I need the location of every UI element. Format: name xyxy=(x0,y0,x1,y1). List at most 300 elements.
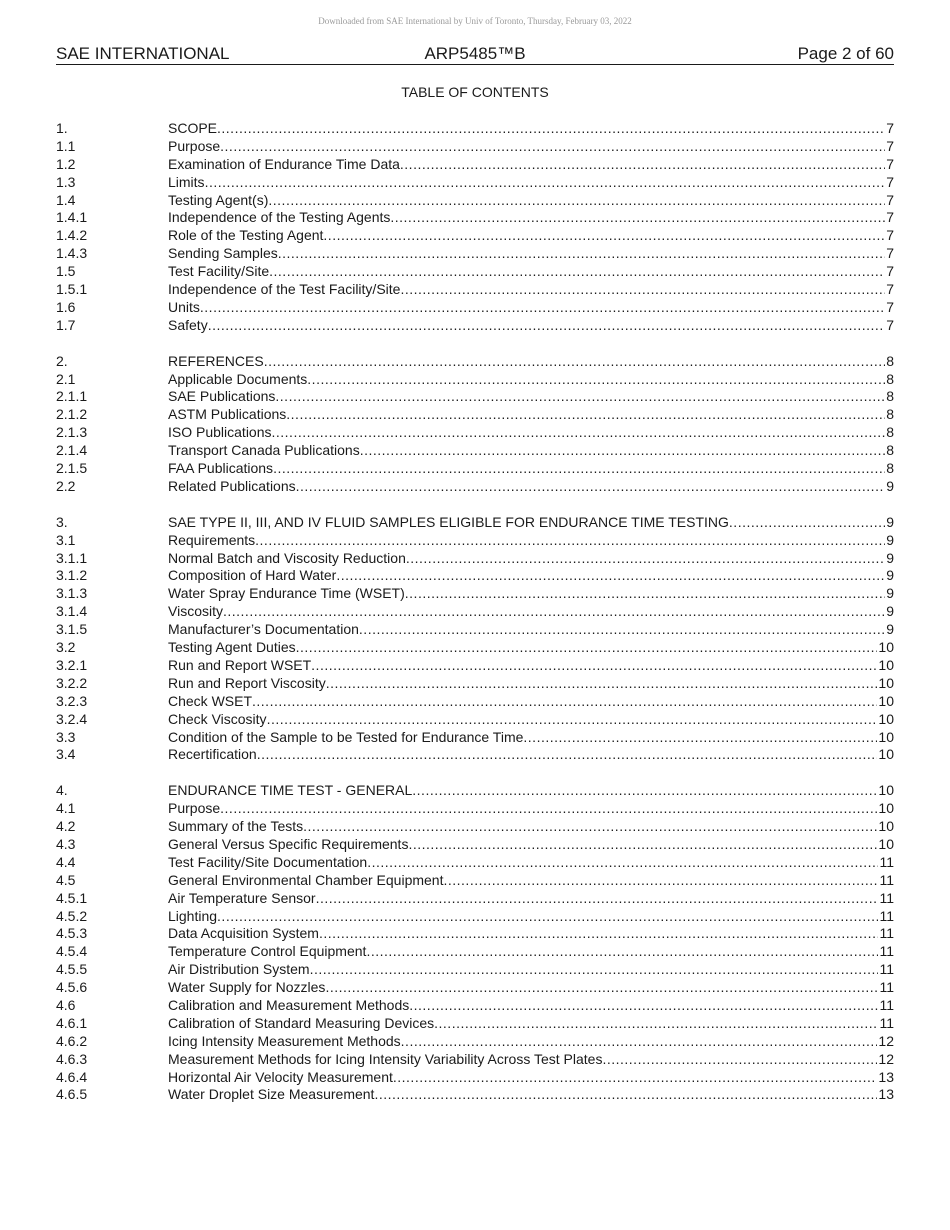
toc-entry[interactable] xyxy=(56,1015,894,1033)
section-number: 2. xyxy=(56,352,68,369)
section-title[interactable]: FAA Publications xyxy=(168,460,274,477)
section-number: 4.6 xyxy=(56,996,76,1013)
entry-title-wrap xyxy=(168,621,885,639)
page-number[interactable]: 11 xyxy=(879,871,894,888)
page-number[interactable]: 10 xyxy=(878,728,894,745)
entry-title-wrap xyxy=(168,890,878,908)
entry-title-wrap xyxy=(168,854,878,872)
toc-entry[interactable] xyxy=(56,388,894,406)
toc-entry[interactable] xyxy=(56,550,894,568)
dot-leader xyxy=(252,693,877,711)
page-number[interactable]: 12 xyxy=(878,1050,894,1067)
entry-title-wrap xyxy=(168,675,877,693)
section-title[interactable]: Limits xyxy=(168,173,205,190)
page-number[interactable]: 10 xyxy=(878,800,894,817)
entry-title-wrap xyxy=(168,997,878,1015)
entry-title-wrap xyxy=(168,120,885,138)
toc-entry[interactable] xyxy=(56,908,894,926)
toc-entry[interactable] xyxy=(56,442,894,460)
dot-leader xyxy=(325,979,878,997)
toc-heading: TABLE OF CONTENTS xyxy=(401,84,549,100)
section-number: 4.5.6 xyxy=(56,979,88,996)
page-number[interactable]: 9 xyxy=(886,531,894,548)
toc-entry[interactable] xyxy=(56,890,894,908)
entry-title-wrap xyxy=(168,872,878,890)
toc-entry[interactable] xyxy=(56,800,894,818)
page-number[interactable]: 11 xyxy=(879,961,894,978)
toc-entry[interactable] xyxy=(56,818,894,836)
toc-entry[interactable] xyxy=(56,997,894,1015)
page-number[interactable]: 7 xyxy=(886,263,894,280)
section-number: 4.5.2 xyxy=(56,907,88,924)
section-title[interactable]: Viscosity xyxy=(168,603,223,620)
toc-entry[interactable] xyxy=(56,621,894,639)
section-number: 1.1 xyxy=(56,137,76,154)
page-number[interactable]: 10 xyxy=(878,656,894,673)
section-number: 3.1 xyxy=(56,531,76,548)
dot-leader xyxy=(296,478,886,496)
section-title[interactable]: Examination of Endurance Time Data xyxy=(168,155,400,172)
section-title[interactable]: Applicable Documents xyxy=(168,370,308,387)
toc-entry[interactable] xyxy=(56,1069,894,1087)
entry-title-wrap xyxy=(168,514,885,532)
entry-title-wrap xyxy=(168,639,877,657)
section-title[interactable]: SAE Publications xyxy=(168,388,276,405)
toc-entry[interactable] xyxy=(56,1086,894,1104)
table-of-contents xyxy=(56,120,894,1104)
dot-leader xyxy=(366,943,878,961)
section-number: 2.1.1 xyxy=(56,388,88,405)
page-number[interactable]: 9 xyxy=(886,549,894,566)
dot-leader xyxy=(286,406,885,424)
page-number[interactable]: 8 xyxy=(886,460,894,477)
section-title[interactable]: ASTM Publications xyxy=(168,406,287,423)
page-number[interactable]: 9 xyxy=(886,567,894,584)
section-title[interactable]: Independence of the Test Facility/Site xyxy=(168,281,401,298)
entry-title-wrap xyxy=(168,711,877,729)
section-title[interactable]: Air Temperature Sensor xyxy=(168,889,316,906)
page-indicator: Page 2 of 60 xyxy=(797,44,894,63)
dot-leader xyxy=(205,174,886,192)
entry-title-wrap xyxy=(168,979,878,997)
dot-leader xyxy=(303,818,877,836)
section-number: 4.6.1 xyxy=(56,1014,88,1031)
section-title[interactable]: Icing Intensity Measurement Methods xyxy=(168,1032,401,1049)
page-number[interactable]: 11 xyxy=(879,996,894,1013)
section-number: 3.1.4 xyxy=(56,603,88,620)
toc-entry[interactable] xyxy=(56,192,894,210)
page-number[interactable]: 12 xyxy=(878,1032,894,1049)
dot-leader xyxy=(409,997,878,1015)
section-title[interactable]: Water Droplet Size Measurement xyxy=(168,1086,375,1103)
section-number: 3.2.1 xyxy=(56,656,88,673)
toc-entry[interactable] xyxy=(56,657,894,675)
page-number[interactable]: 8 xyxy=(886,388,894,405)
entry-title-wrap xyxy=(168,388,885,406)
section-title[interactable]: Recertification xyxy=(168,746,257,763)
toc-entry[interactable] xyxy=(56,782,894,800)
toc-section xyxy=(56,514,894,764)
entry-title-wrap xyxy=(168,156,885,174)
entry-title-wrap xyxy=(168,299,885,317)
section-number: 1.7 xyxy=(56,316,76,333)
dot-leader xyxy=(278,245,885,263)
section-title[interactable]: Check Viscosity xyxy=(168,710,267,727)
section-title[interactable]: Water Supply for Nozzles xyxy=(168,979,326,996)
toc-entry[interactable] xyxy=(56,729,894,747)
page-number[interactable]: 10 xyxy=(878,818,894,835)
page-number[interactable]: 9 xyxy=(886,603,894,620)
section-title[interactable]: General Environmental Chamber Equipment xyxy=(168,871,444,888)
section-title[interactable]: Water Spray Endurance Time (WSET) xyxy=(168,585,405,602)
entry-title-wrap xyxy=(168,1051,877,1069)
toc-entry[interactable] xyxy=(56,675,894,693)
section-number: 1.5.1 xyxy=(56,281,88,298)
toc-entry[interactable] xyxy=(56,156,894,174)
toc-entry[interactable] xyxy=(56,227,894,245)
dot-leader xyxy=(406,550,885,568)
section-number: 1.4.1 xyxy=(56,209,88,226)
section-number: 3.4 xyxy=(56,746,76,763)
toc-entry[interactable] xyxy=(56,514,894,532)
section-number: 4.5.5 xyxy=(56,961,88,978)
toc-entry[interactable] xyxy=(56,979,894,997)
section-number: 1. xyxy=(56,120,68,136)
entry-title-wrap xyxy=(168,729,877,747)
publisher-name: SAE INTERNATIONAL xyxy=(56,44,230,63)
toc-entry[interactable] xyxy=(56,746,894,764)
section-title[interactable]: Testing Agent Duties xyxy=(168,639,296,656)
page-number[interactable]: 11 xyxy=(879,853,894,870)
page-number[interactable]: 7 xyxy=(886,191,894,208)
page-number[interactable]: 8 xyxy=(886,352,894,369)
dot-leader xyxy=(220,800,877,818)
dot-leader xyxy=(269,263,885,281)
dot-leader xyxy=(401,1033,878,1051)
toc-entry[interactable] xyxy=(56,138,894,156)
toc-entry[interactable] xyxy=(56,478,894,496)
page-number[interactable]: 8 xyxy=(886,442,894,459)
toc-entry[interactable] xyxy=(56,585,894,603)
section-title[interactable]: Lighting xyxy=(168,907,218,924)
page-number[interactable]: 7 xyxy=(886,155,894,172)
dot-leader xyxy=(360,442,886,460)
section-title[interactable]: General Versus Specific Requirements xyxy=(168,835,409,852)
toc-entry[interactable] xyxy=(56,961,894,979)
entry-title-wrap xyxy=(168,567,885,585)
entry-title-wrap xyxy=(168,836,877,854)
section-title[interactable]: Related Publications xyxy=(168,477,296,494)
entry-title-wrap xyxy=(168,371,885,389)
dot-leader xyxy=(319,925,878,943)
toc-section xyxy=(56,120,894,335)
page-number[interactable]: 7 xyxy=(886,137,894,154)
section-title[interactable]: SAE TYPE II, III, AND IV FLUID SAMPLES ELIGIBLE FOR ENDURANCE TIME TESTING xyxy=(168,513,729,530)
entry-title-wrap xyxy=(168,263,885,281)
section-number: 3.1.5 xyxy=(56,621,88,638)
section-title[interactable]: Units xyxy=(168,298,200,315)
page-number[interactable]: 13 xyxy=(878,1086,894,1103)
section-number: 4.6.3 xyxy=(56,1050,88,1067)
section-number: 3.1.1 xyxy=(56,549,88,566)
section-title[interactable]: Run and Report Viscosity xyxy=(168,674,326,691)
section-title[interactable]: Air Distribution System xyxy=(168,961,310,978)
section-number: 2.1.3 xyxy=(56,424,88,441)
toc-entry[interactable] xyxy=(56,854,894,872)
section-number: 4.6.4 xyxy=(56,1068,88,1085)
section-title[interactable]: Test Facility/Site Documentation xyxy=(168,853,368,870)
entry-title-wrap xyxy=(168,281,885,299)
page-number[interactable]: 9 xyxy=(886,621,894,638)
section-title[interactable]: Data Acquisition System xyxy=(168,925,319,942)
dot-leader xyxy=(336,567,885,585)
dot-leader xyxy=(310,961,879,979)
section-number: 4.5 xyxy=(56,871,76,888)
toc-entry[interactable] xyxy=(56,639,894,657)
section-title[interactable]: Run and Report WSET xyxy=(168,656,312,673)
dot-leader xyxy=(257,746,878,764)
section-title[interactable]: ISO Publications xyxy=(168,424,272,441)
page-number[interactable]: 10 xyxy=(878,692,894,709)
toc-entry[interactable] xyxy=(56,836,894,854)
section-title[interactable]: REFERENCES xyxy=(168,352,264,369)
section-number: 4.5.3 xyxy=(56,925,88,942)
toc-entry[interactable] xyxy=(56,371,894,389)
page-number[interactable]: 8 xyxy=(886,370,894,387)
page-number[interactable]: 11 xyxy=(879,925,894,942)
section-number: 2.1.4 xyxy=(56,442,88,459)
section-title[interactable]: Check WSET xyxy=(168,692,253,709)
section-title[interactable]: Requirements xyxy=(168,531,256,548)
page-header xyxy=(56,44,894,65)
dot-leader xyxy=(316,890,879,908)
section-number: 1.3 xyxy=(56,173,76,190)
entry-title-wrap xyxy=(168,424,885,442)
dot-leader xyxy=(223,603,885,621)
section-number: 3.2.3 xyxy=(56,692,88,709)
section-number: 3.2.4 xyxy=(56,710,88,727)
dot-leader xyxy=(367,854,878,872)
toc-entry[interactable] xyxy=(56,532,894,550)
section-number: 3. xyxy=(56,513,68,530)
section-number: 3.2.2 xyxy=(56,674,88,691)
dot-leader xyxy=(264,353,886,371)
page-number[interactable]: 9 xyxy=(886,585,894,602)
section-number: 2.2 xyxy=(56,477,76,494)
page-number[interactable]: 10 xyxy=(878,835,894,852)
section-title[interactable]: Testing Agent(s) xyxy=(168,191,269,208)
toc-entry[interactable] xyxy=(56,711,894,729)
entry-title-wrap xyxy=(168,406,885,424)
entry-title-wrap xyxy=(168,460,885,478)
section-number: 3.1.2 xyxy=(56,567,88,584)
toc-section xyxy=(56,353,894,496)
section-title[interactable]: Condition of the Sample to be Tested for Endurance Time xyxy=(168,728,524,745)
page-number[interactable]: 11 xyxy=(879,889,894,906)
toc-entry[interactable] xyxy=(56,317,894,335)
section-title[interactable]: Test Facility/Site xyxy=(168,263,270,280)
entry-title-wrap xyxy=(168,818,877,836)
entry-title-wrap xyxy=(168,603,885,621)
section-number: 1.4 xyxy=(56,191,76,208)
dot-leader xyxy=(412,782,877,800)
toc-entry[interactable] xyxy=(56,693,894,711)
dot-leader xyxy=(326,675,878,693)
page-number[interactable]: 13 xyxy=(878,1068,894,1085)
dot-leader xyxy=(268,192,885,210)
page-number[interactable]: 7 xyxy=(886,227,894,244)
toc-entry[interactable] xyxy=(56,1033,894,1051)
page-number[interactable]: 10 xyxy=(878,710,894,727)
entry-title-wrap xyxy=(168,657,877,675)
entry-title-wrap xyxy=(168,227,885,245)
section-number: 1.5 xyxy=(56,263,76,280)
section-number: 4.4 xyxy=(56,853,76,870)
toc-entry[interactable] xyxy=(56,925,894,943)
dot-leader xyxy=(359,621,885,639)
page-number[interactable]: 8 xyxy=(886,406,894,423)
dot-leader xyxy=(267,711,878,729)
toc-entry[interactable] xyxy=(56,120,894,138)
dot-leader xyxy=(443,872,878,890)
entry-title-wrap xyxy=(168,317,885,335)
section-title[interactable]: Transport Canada Publications xyxy=(168,442,360,459)
section-title[interactable]: Measurement Methods for Icing Intensity Variability Across Test Plates xyxy=(168,1050,603,1067)
toc-entry[interactable] xyxy=(56,353,894,371)
section-title[interactable]: Independence of the Testing Agents xyxy=(168,209,391,226)
section-number: 3.2 xyxy=(56,639,76,656)
page-number[interactable]: 7 xyxy=(886,298,894,315)
entry-title-wrap xyxy=(168,1015,878,1033)
page-number[interactable]: 11 xyxy=(879,907,894,924)
section-number: 4.3 xyxy=(56,835,76,852)
page-number[interactable]: 9 xyxy=(886,477,894,494)
section-title[interactable]: Calibration of Standard Measuring Devices xyxy=(168,1014,435,1031)
dot-leader xyxy=(307,371,885,389)
page-number[interactable]: 7 xyxy=(886,281,894,298)
dot-leader xyxy=(390,209,885,227)
dot-leader xyxy=(217,908,878,926)
entry-title-wrap xyxy=(168,532,885,550)
entry-title-wrap xyxy=(168,442,885,460)
section-number: 4.6.5 xyxy=(56,1086,88,1103)
section-number: 2.1.5 xyxy=(56,460,88,477)
section-number: 4.2 xyxy=(56,818,76,835)
page-number[interactable]: 10 xyxy=(878,782,894,799)
page-number[interactable]: 10 xyxy=(878,674,894,691)
toc-entry[interactable] xyxy=(56,209,894,227)
toc-entry[interactable] xyxy=(56,281,894,299)
toc-entry[interactable] xyxy=(56,299,894,317)
download-watermark: Downloaded from SAE International by Univ of Toronto, Thursday, February 03, 2022 xyxy=(318,16,632,26)
section-number: 4.1 xyxy=(56,800,76,817)
dot-leader xyxy=(255,532,885,550)
toc-entry[interactable] xyxy=(56,943,894,961)
section-number: 4.5.4 xyxy=(56,943,88,960)
section-title[interactable]: Composition of Hard Water xyxy=(168,567,337,584)
document-number: ARP5485™B xyxy=(424,44,526,63)
dot-leader xyxy=(220,138,885,156)
section-number: 3.3 xyxy=(56,728,76,745)
section-number: 2.1 xyxy=(56,370,76,387)
page-number[interactable]: 7 xyxy=(886,245,894,262)
section-title[interactable]: Calibration and Measurement Methods xyxy=(168,996,410,1013)
section-title[interactable]: Purpose xyxy=(168,800,221,817)
section-title[interactable]: Safety xyxy=(168,316,208,333)
toc-entry[interactable] xyxy=(56,263,894,281)
page-number[interactable]: 9 xyxy=(886,513,894,530)
toc-entry[interactable] xyxy=(56,567,894,585)
entry-title-wrap xyxy=(168,138,885,156)
dot-leader xyxy=(374,1086,877,1104)
page-number[interactable]: 7 xyxy=(886,120,894,136)
page-number[interactable]: 11 xyxy=(879,1014,894,1031)
section-title[interactable]: Summary of the Tests xyxy=(168,818,304,835)
section-number: 1.4.2 xyxy=(56,227,88,244)
toc-entry[interactable] xyxy=(56,424,894,442)
dot-leader xyxy=(400,281,885,299)
dot-leader xyxy=(602,1051,877,1069)
toc-entry[interactable] xyxy=(56,603,894,621)
section-title[interactable]: Temperature Control Equipment xyxy=(168,943,367,960)
page-number[interactable]: 10 xyxy=(878,746,894,763)
section-title[interactable]: Purpose xyxy=(168,137,221,154)
dot-leader xyxy=(523,729,877,747)
entry-title-wrap xyxy=(168,1033,877,1051)
section-number: 3.1.3 xyxy=(56,585,88,602)
dot-leader xyxy=(393,1069,878,1087)
page-number[interactable]: 10 xyxy=(878,639,894,656)
entry-title-wrap xyxy=(168,585,885,603)
entry-title-wrap xyxy=(168,746,877,764)
toc-entry[interactable] xyxy=(56,174,894,192)
dot-leader xyxy=(434,1015,878,1033)
section-title[interactable]: ENDURANCE TIME TEST - GENERAL xyxy=(168,782,413,799)
toc-entry[interactable] xyxy=(56,460,894,478)
section-number: 4. xyxy=(56,782,68,799)
dot-leader xyxy=(311,657,877,675)
toc-entry[interactable] xyxy=(56,245,894,263)
section-number: 1.4.3 xyxy=(56,245,88,262)
entry-title-wrap xyxy=(168,961,878,979)
section-title[interactable]: Manufacturer’s Documentation xyxy=(168,621,359,638)
entry-title-wrap xyxy=(168,174,885,192)
section-title[interactable]: Role of the Testing Agent xyxy=(168,227,324,244)
toc-entry[interactable] xyxy=(56,872,894,890)
entry-title-wrap xyxy=(168,192,885,210)
dot-leader xyxy=(296,639,878,657)
toc-entry[interactable] xyxy=(56,406,894,424)
entry-title-wrap xyxy=(168,550,885,568)
section-title[interactable]: SCOPE xyxy=(168,120,218,136)
section-title[interactable]: Horizontal Air Velocity Measurement xyxy=(168,1068,393,1085)
entry-title-wrap xyxy=(168,693,877,711)
page-number[interactable]: 7 xyxy=(886,316,894,333)
page-number[interactable]: 7 xyxy=(886,173,894,190)
page-number[interactable]: 7 xyxy=(886,209,894,226)
dot-leader xyxy=(323,227,885,245)
dot-leader xyxy=(217,120,885,138)
page-number[interactable]: 11 xyxy=(879,979,894,996)
page-number[interactable]: 11 xyxy=(879,943,894,960)
entry-title-wrap xyxy=(168,209,885,227)
toc-entry[interactable] xyxy=(56,1051,894,1069)
section-title[interactable]: Normal Batch and Viscosity Reduction xyxy=(168,549,406,566)
toc-section xyxy=(56,782,894,1104)
section-title[interactable]: Sending Samples xyxy=(168,245,278,262)
dot-leader xyxy=(208,317,886,335)
page-number[interactable]: 8 xyxy=(886,424,894,441)
